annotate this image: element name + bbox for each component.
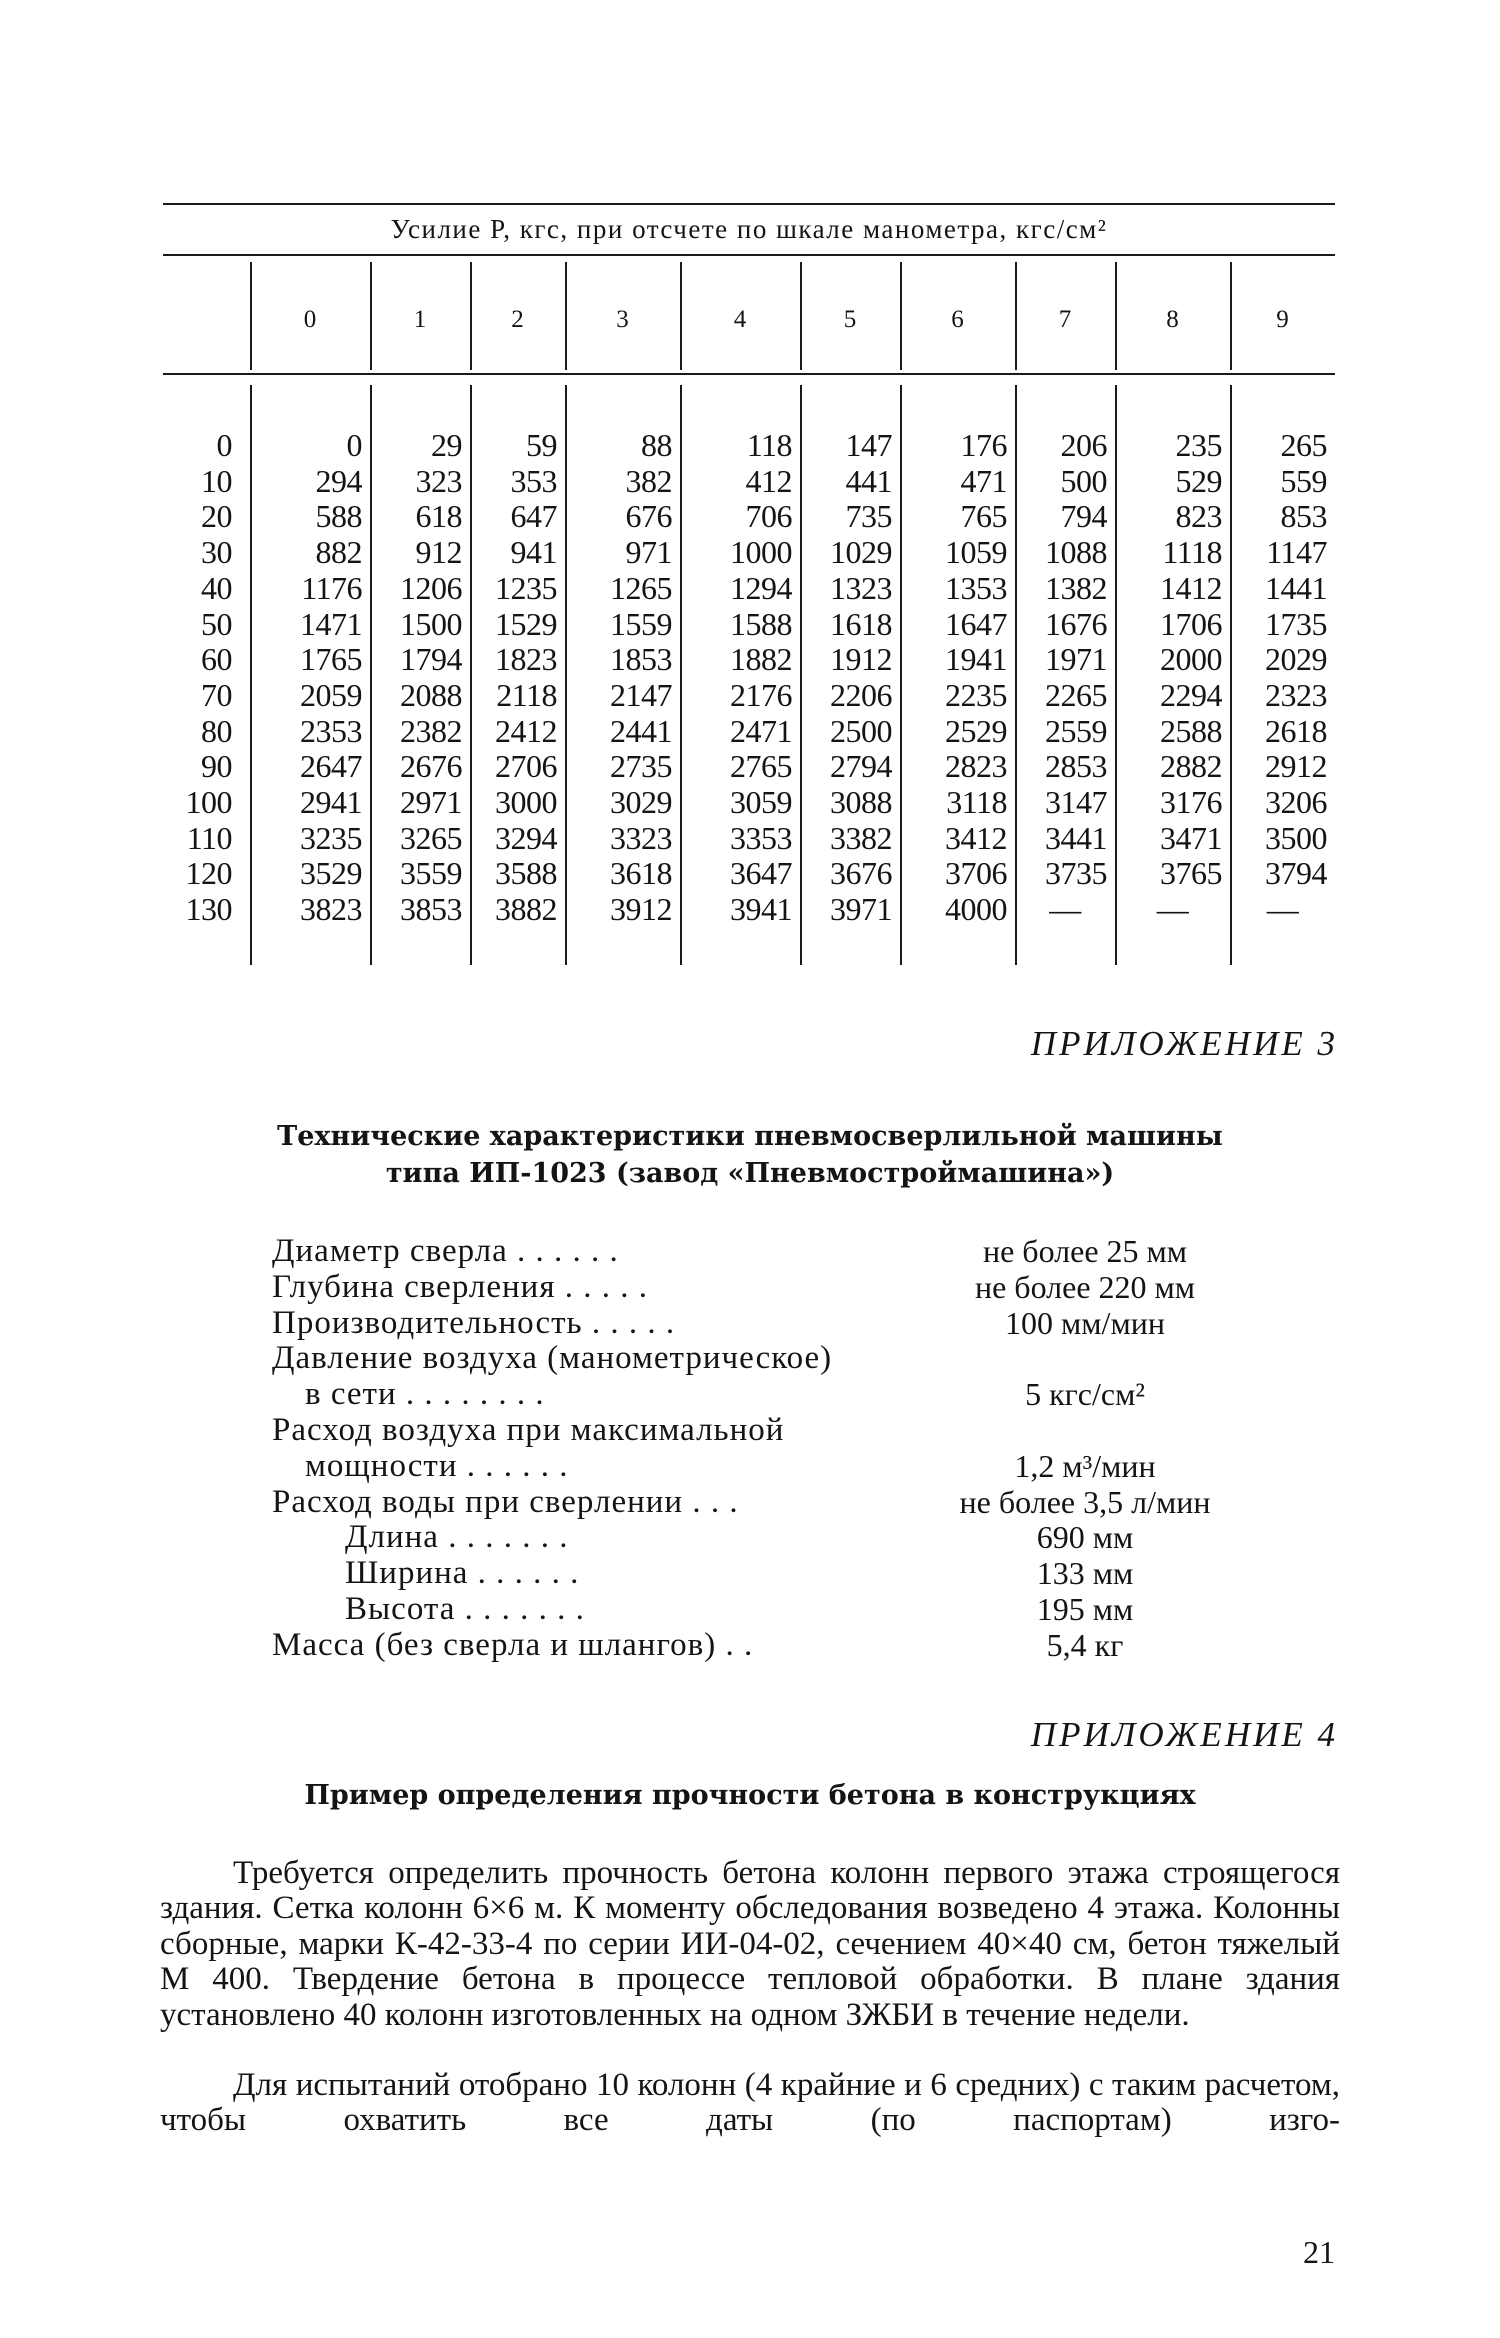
table-cell: 323 bbox=[415, 462, 462, 499]
table-cell: 3412 bbox=[945, 819, 1007, 856]
table-cell: 1441 bbox=[1265, 569, 1327, 606]
table-cell: 412 bbox=[745, 462, 792, 499]
table-cell: 3647 bbox=[730, 855, 792, 892]
table-cell: 2294 bbox=[1160, 676, 1222, 713]
table-cell: 2618 bbox=[1265, 712, 1327, 749]
table-cell: 1471 bbox=[300, 605, 362, 642]
table-cell: 118 bbox=[746, 427, 792, 463]
table-cell: 2441 bbox=[610, 712, 672, 749]
table-cell: 2206 bbox=[830, 676, 892, 713]
table-cell: 2559 bbox=[1045, 712, 1107, 749]
table-cell: 1382 bbox=[1045, 569, 1107, 606]
table-cell: 2676 bbox=[400, 748, 462, 785]
table-row-label: 80 bbox=[201, 712, 232, 749]
table-cell: 2912 bbox=[1265, 748, 1327, 785]
table-cell: 1235 bbox=[495, 569, 557, 606]
table-cell: 794 bbox=[1060, 498, 1107, 535]
table-cell: 2235 bbox=[945, 676, 1007, 713]
table-cell: 1647 bbox=[945, 605, 1007, 642]
table-cell: 3588 bbox=[495, 855, 557, 892]
table-cell: 3559 bbox=[400, 855, 462, 892]
table-cell: 3971 bbox=[830, 891, 892, 928]
table-cell: 1971 bbox=[1045, 641, 1107, 678]
table-cell: 706 bbox=[745, 498, 792, 535]
table-cell: 2088 bbox=[400, 676, 462, 713]
table-cell: 3294 bbox=[495, 819, 557, 856]
table-cell: 3029 bbox=[610, 784, 672, 820]
table-cell: 1618 bbox=[830, 605, 892, 642]
table-cell: 441 bbox=[845, 462, 892, 499]
table-cell: 3206 bbox=[1265, 784, 1327, 820]
spec-label: мощности . . . . . . bbox=[305, 1447, 569, 1484]
table-cell: 2941 bbox=[300, 784, 362, 820]
table-cell: 2265 bbox=[1045, 676, 1107, 713]
table-cell: 618 bbox=[415, 498, 462, 535]
table-row-label: 130 bbox=[185, 891, 232, 928]
spec-label: Производительность . . . . . bbox=[272, 1304, 676, 1341]
table-column-header: 4 bbox=[733, 306, 747, 333]
table-column-header: 8 bbox=[1166, 306, 1179, 333]
table-cell: 1706 bbox=[1160, 605, 1222, 642]
table-cell: 4000 bbox=[945, 891, 1007, 928]
spec-label: Расход воды при сверлении . . . bbox=[272, 1483, 739, 1520]
table-cell: 735 bbox=[845, 498, 892, 535]
spec-value: 195 мм bbox=[1036, 1591, 1134, 1627]
table-cell: 1147 bbox=[1266, 534, 1327, 571]
table-top-rule bbox=[163, 203, 1335, 205]
table-cell: 2000 bbox=[1160, 641, 1222, 678]
table-cell: 3382 bbox=[830, 819, 892, 856]
table-cell: 2706 bbox=[495, 748, 557, 785]
table-cell: 588 bbox=[315, 498, 362, 535]
table-cell: 1118 bbox=[1162, 534, 1222, 571]
table-cell: 176 bbox=[960, 427, 1007, 463]
table-cell: 3853 bbox=[400, 891, 462, 928]
table-column-header: 5 bbox=[843, 306, 857, 333]
table-row-label: 20 bbox=[201, 498, 232, 535]
spec-label: Расход воздуха при максимальной bbox=[272, 1412, 785, 1448]
page-number: 21 bbox=[1303, 2234, 1335, 2270]
table-cell: 1559 bbox=[610, 605, 672, 642]
spec-label: Ширина . . . . . . bbox=[345, 1555, 580, 1592]
table-cell: — bbox=[1156, 891, 1189, 928]
spec-value: 133 мм bbox=[1036, 1555, 1134, 1592]
table-cell: 1676 bbox=[1045, 605, 1107, 642]
table-cell: 529 bbox=[1175, 462, 1222, 499]
table-cell: 147 bbox=[845, 427, 892, 463]
table-cell: 265 bbox=[1280, 427, 1327, 463]
appendix3-title-line2: типа ИП-1023 (завод «Пневмостроймашина») bbox=[385, 1158, 1115, 1189]
table-row-label: 40 bbox=[201, 569, 232, 606]
table-cell: 3882 bbox=[495, 891, 557, 928]
table-header-rule bbox=[163, 373, 1335, 375]
table-cell: 2353 bbox=[300, 712, 362, 749]
table-cell: 1412 bbox=[1160, 569, 1222, 606]
table-cell: 88 bbox=[641, 427, 672, 463]
table-cell: 294 bbox=[315, 462, 362, 499]
table-cell: 1588 bbox=[730, 605, 792, 642]
table-column-header: 9 bbox=[1276, 306, 1289, 333]
table-caption: Усилие Р, кгс, при отсчете по шкале манометра, кгс/см² bbox=[390, 214, 1108, 244]
table-cell: 3059 bbox=[730, 784, 792, 820]
table-cell: 3235 bbox=[300, 819, 362, 856]
table-cell: 1941 bbox=[945, 641, 1007, 678]
table-cell: 1059 bbox=[945, 534, 1007, 571]
table-cell: 1853 bbox=[610, 641, 672, 678]
table-cell: 3676 bbox=[830, 855, 892, 892]
table-column-header: 3 bbox=[616, 306, 629, 333]
table-cell: 1000 bbox=[730, 534, 792, 571]
table-cell: 471 bbox=[960, 462, 1007, 499]
table-cell: 2647 bbox=[300, 748, 362, 785]
spec-value: 1,2 м³/мин bbox=[1014, 1447, 1156, 1484]
table-cell: 3441 bbox=[1045, 819, 1107, 856]
table-column-header: 6 bbox=[951, 306, 964, 333]
table-cell: 971 bbox=[625, 534, 672, 571]
table-cell: 2765 bbox=[730, 748, 792, 785]
appendix3-label: ПРИЛОЖЕНИЕ 3 bbox=[1030, 1024, 1338, 1063]
table-cell: 676 bbox=[625, 498, 672, 535]
table-cell: 3912 bbox=[610, 891, 672, 928]
table-column-header: 0 bbox=[303, 306, 317, 333]
table-cell: 3794 bbox=[1265, 855, 1327, 892]
table-row-label: 120 bbox=[185, 855, 232, 892]
table-cell: 3000 bbox=[495, 784, 557, 820]
table-cell: 647 bbox=[510, 498, 557, 535]
table-row-label: 100 bbox=[185, 784, 232, 820]
table-cell: 2471 bbox=[730, 712, 792, 749]
table-row-label: 60 bbox=[201, 641, 232, 678]
table-cell: 1823 bbox=[495, 641, 557, 678]
table-cell: 2735 bbox=[610, 748, 672, 785]
table-cell: 2823 bbox=[945, 748, 1007, 785]
table-row-label: 90 bbox=[201, 748, 232, 785]
table-cell: 3147 bbox=[1045, 784, 1107, 820]
spec-value: не более 3,5 л/мин bbox=[959, 1483, 1211, 1520]
table-cell: 1323 bbox=[830, 569, 892, 606]
table-cell: 882 bbox=[315, 534, 362, 571]
table-cell: 3706 bbox=[945, 855, 1007, 892]
spec-label: Высота . . . . . . . bbox=[345, 1591, 585, 1627]
table-cell: 765 bbox=[960, 498, 1007, 535]
spec-value: не более 220 мм bbox=[974, 1268, 1196, 1305]
table-cell: 1500 bbox=[400, 605, 462, 642]
spec-label: Глубина сверления . . . . . bbox=[272, 1268, 648, 1305]
table-cell: 1529 bbox=[495, 605, 557, 642]
table-cell: 2882 bbox=[1160, 748, 1222, 785]
table-column-header: 1 bbox=[413, 306, 427, 333]
table-cell: 3823 bbox=[300, 891, 362, 928]
spec-label: Масса (без сверла и шлангов) . . bbox=[272, 1626, 754, 1663]
table-cell: 3735 bbox=[1045, 855, 1107, 892]
table-cell: 3265 bbox=[400, 819, 462, 856]
table-cell: 2147 bbox=[610, 676, 672, 713]
table-cell: — bbox=[1266, 891, 1299, 928]
table-row-label: 10 bbox=[201, 462, 232, 499]
table-cell: 3500 bbox=[1265, 819, 1327, 856]
table-cell: 2118 bbox=[496, 676, 557, 713]
table-cell: 1735 bbox=[1265, 605, 1327, 642]
table-cell: 1029 bbox=[830, 534, 892, 571]
table-cell: 2853 bbox=[1045, 748, 1107, 785]
table-cell: 500 bbox=[1060, 462, 1107, 499]
table-cell: 3765 bbox=[1160, 855, 1222, 892]
table-row-label: 50 bbox=[201, 605, 232, 642]
spec-value: 690 мм bbox=[1036, 1519, 1134, 1556]
table-row-label: 0 bbox=[216, 427, 232, 463]
appendix3-title-line1: Технические характеристики пневмосверлильной машины bbox=[277, 1121, 1223, 1152]
table-cell: 3323 bbox=[610, 819, 672, 856]
table-cell: 1794 bbox=[400, 641, 462, 678]
table-cell: 1206 bbox=[400, 569, 462, 606]
table-cell: 3471 bbox=[1160, 819, 1222, 856]
table-cell: 0 bbox=[346, 427, 362, 463]
table-cell: 2382 bbox=[400, 712, 462, 749]
table-cell: 2176 bbox=[730, 676, 792, 713]
table-cell: 29 bbox=[431, 427, 462, 463]
table-cell: 1882 bbox=[730, 641, 792, 678]
table-cell: — bbox=[1049, 891, 1081, 928]
table-cell: 3618 bbox=[610, 855, 672, 892]
table-cell: 912 bbox=[415, 534, 462, 571]
table-cell: 3176 bbox=[1160, 784, 1222, 820]
table-cell: 1294 bbox=[730, 569, 792, 606]
table-column-header: 7 bbox=[1058, 306, 1072, 333]
table-cell: 1912 bbox=[830, 641, 892, 678]
table-cell: 1353 bbox=[945, 569, 1007, 606]
table-cell: 2971 bbox=[400, 784, 462, 820]
table-column-header: 2 bbox=[511, 306, 524, 333]
table-cell: 2029 bbox=[1265, 641, 1327, 678]
spec-label: Давление воздуха (манометрическое) bbox=[272, 1340, 833, 1377]
table-caption-rule bbox=[163, 254, 1335, 256]
appendix4-paragraph-1: Требуется определить прочность бетона колонн первого этажа строящегося здания. Сетка колонн 6×6 м. К моменту обследования возведено 4 этажа. Колонны сборные, марки К-42-33-4 по серии ИИ-04-02, сечением 40×40 см, бетон тяжелый М 400. Твердение бетона в процессе тепловой обработки. В плане здания установлено 40 колонн изготовленных на одном ЗЖБИ в течение недели. bbox=[160, 1855, 1340, 2033]
table-cell: 59 bbox=[526, 427, 557, 463]
table-cell: 823 bbox=[1175, 498, 1222, 535]
table-cell: 3529 bbox=[300, 855, 362, 892]
table-cell: 2500 bbox=[830, 712, 892, 749]
table-cell: 941 bbox=[510, 534, 557, 571]
table-cell: 2412 bbox=[495, 712, 557, 749]
table-cell: 3941 bbox=[730, 891, 792, 928]
table-cell: 235 bbox=[1175, 427, 1222, 463]
table-cell: 2059 bbox=[300, 676, 362, 713]
appendix4-paragraph-2: Для испытаний отобрано 10 колонн (4 крайние и 6 средних) с таким расчетом, чтобы охватить все даты (по паспортам) изго- bbox=[160, 2067, 1340, 2139]
table-row-label: 110 bbox=[186, 819, 232, 856]
table-cell: 1176 bbox=[301, 569, 362, 606]
table-cell: 3088 bbox=[830, 784, 892, 820]
table-cell: 1765 bbox=[300, 641, 362, 678]
table-cell: 206 bbox=[1060, 427, 1107, 463]
table-cell: 1265 bbox=[610, 569, 672, 606]
table-cell: 1088 bbox=[1045, 534, 1107, 571]
table-row-label: 30 bbox=[201, 534, 232, 571]
table-cell: 2588 bbox=[1160, 712, 1222, 749]
spec-value: 5 кгс/см² bbox=[1025, 1376, 1145, 1413]
spec-value: не более 25 мм bbox=[982, 1233, 1188, 1269]
spec-value: 100 мм/мин bbox=[1005, 1304, 1165, 1341]
table-cell: 2323 bbox=[1265, 676, 1327, 713]
table-cell: 2794 bbox=[830, 748, 892, 785]
table-cell: 3118 bbox=[946, 784, 1007, 820]
spec-value: 5,4 кг bbox=[1046, 1626, 1124, 1663]
table-cell: 2529 bbox=[945, 712, 1007, 749]
appendix4-label: ПРИЛОЖЕНИЕ 4 bbox=[1030, 1715, 1338, 1754]
spec-label: Диаметр сверла . . . . . . bbox=[272, 1233, 619, 1269]
table-cell: 382 bbox=[625, 462, 672, 499]
pressure-table bbox=[0, 0, 1500, 980]
spec-label: в сети . . . . . . . . bbox=[305, 1376, 545, 1413]
table-cell: 559 bbox=[1280, 462, 1327, 499]
table-cell: 3353 bbox=[730, 819, 792, 856]
table-cell: 353 bbox=[510, 462, 557, 499]
table-row-label: 70 bbox=[201, 676, 232, 713]
appendix4-title: Пример определения прочности бетона в конструкциях bbox=[304, 1780, 1196, 1811]
spec-label: Длина . . . . . . . bbox=[345, 1519, 569, 1556]
table-cell: 853 bbox=[1280, 498, 1327, 535]
